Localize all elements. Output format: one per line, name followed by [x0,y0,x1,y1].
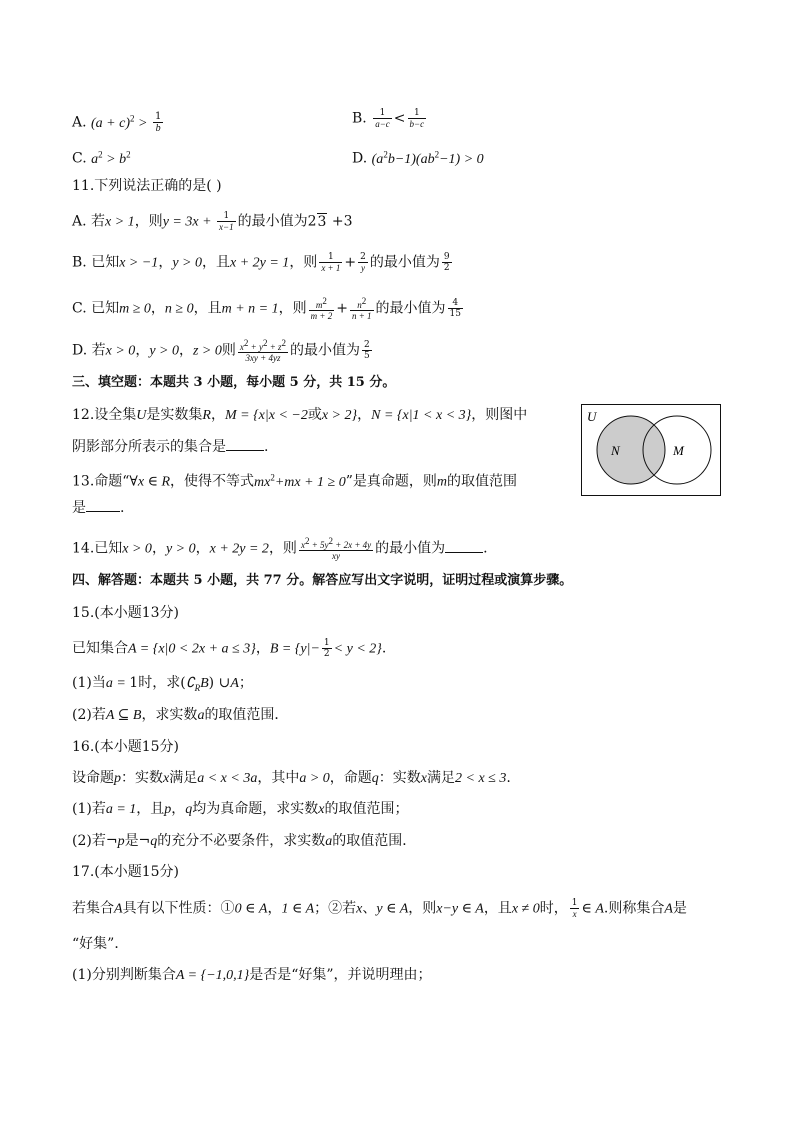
q16-stem: 设命题p：实数x满足a < x < 3a，其中a > 0，命题q：实数x满足2 < x ≤ 3. [72,770,511,786]
q17-part-1: (1)分别判断集合A = {−1,0,1}是否是“好集”，并说明理由； [72,967,432,983]
q15-part-1: (1)当a = 1时，求$(∁_RB)$ ∪A； [72,675,253,693]
q11-option-a: A. 若x > 1，则y = 3x + $\frac{1}{x-1}$ 的最小值为23 +3 [72,211,353,232]
answer-blank[interactable] [445,552,483,553]
option-label: C. [72,150,87,167]
q13-line-2: 是 . [72,500,125,516]
q11-stem: 11.下列说法正确的是( ) [72,178,222,194]
q10-option-b: B. $\frac{1}{a-c}$ < $\frac{1}{b-c}$ [352,108,425,129]
q16-part-1: (1)若a = 1，且p，q均为真命题，求实数x的取值范围； [72,801,409,817]
q10-option-a: A. $(a + c)^2$ > $\frac{1}{b}$ [72,111,162,135]
label-m: M [673,443,684,458]
q16-part-2: (2)若¬p是¬q的充分不必要条件，求实数a的取值范围． [72,833,417,849]
q17-stem-1: 若集合A具有以下性质：①0 ∈ A，1 ∈ A；②若x、y ∈ A，则x−y ∈ A，且x ≠ 0时， $\frac{1}{x}$ ∈ A.则称集合A是 [72,898,687,919]
venn-diagram [581,404,721,496]
answer-blank[interactable] [226,450,264,451]
section-4-heading: 四、解答题：本题共 5 小题，共 77 分。解答应写出文字说明，证明过程或演算步骤。 [72,573,573,588]
section-3-heading: 三、填空题：本题共 3 小题，每小题 5 分，共 15 分。 [72,375,396,390]
q17-title: 17.(本小题15分) [72,864,180,880]
q14: 14.已知x > 0，y > 0，x + 2y = 2，则 $\frac{x^2 + 5y^2 + 2x + 4y}{xy}$ 的最小值为 . [72,536,488,561]
fraction: $\frac{1}{b}$ [154,111,162,135]
q12-line-2: 阴影部分所表示的集合是 . [72,439,269,455]
label-n: N [611,443,620,458]
q10-option-c: C. $a^2 > b^2$ [72,149,131,167]
option-label: A. [72,114,87,131]
q12-line-1: 12.设全集U是实数集R，M = {x|x < −2或x > 2}，N = {x|1 < x < 3}，则图中 [72,407,528,423]
q11-option-d: D. 若x > 0，y > 0，z > 0则 $\frac{x^2 + y^2 + z^2}{3xy + 4yz}$ 的最小值为 $\frac{2}{5}$ [72,338,370,363]
set-n-circle [597,416,665,484]
q15-title: 15.(本小题13分) [72,605,180,621]
option-label: D. [352,150,368,167]
q15-stem: 已知集合A = {x|0 < 2x + a ≤ 3}，B = {y|− $\frac{1}{2}$ < y < 2}. [72,638,387,659]
q17-stem-2: “好集”． [72,936,129,952]
q11-option-b: B. 已知x > −1，y > 0，且x + 2y = 1，则 $\frac{1}{x + 1}$ + $\frac{2}{y}$ 的最小值为 $\frac{9}{2}$ [72,252,450,273]
option-label: B. [352,110,367,127]
q13-line-1: 13.命题“∀x ∈ R，使得不等式$mx^2+mx + 1 \ge 0$”是真命题，则m的取值范围 [72,472,518,490]
label-u: U [587,409,597,424]
answer-blank[interactable] [86,511,120,512]
q16-title: 16.(本小题15分) [72,739,180,755]
q15-part-2: (2)若A ⊆ B，求实数a的取值范围． [72,707,289,723]
q11-option-c: C. 已知m ≥ 0，n ≥ 0，且m + n = 1，则 $\frac{m^2}{m + 2}$ + $\frac{n^2}{n + 1}$ 的最小值为 $\frac{4}{15}$ [72,296,461,321]
q10-option-d: D. $(a^2b-1)(ab^2-1) > 0$ [352,149,484,167]
